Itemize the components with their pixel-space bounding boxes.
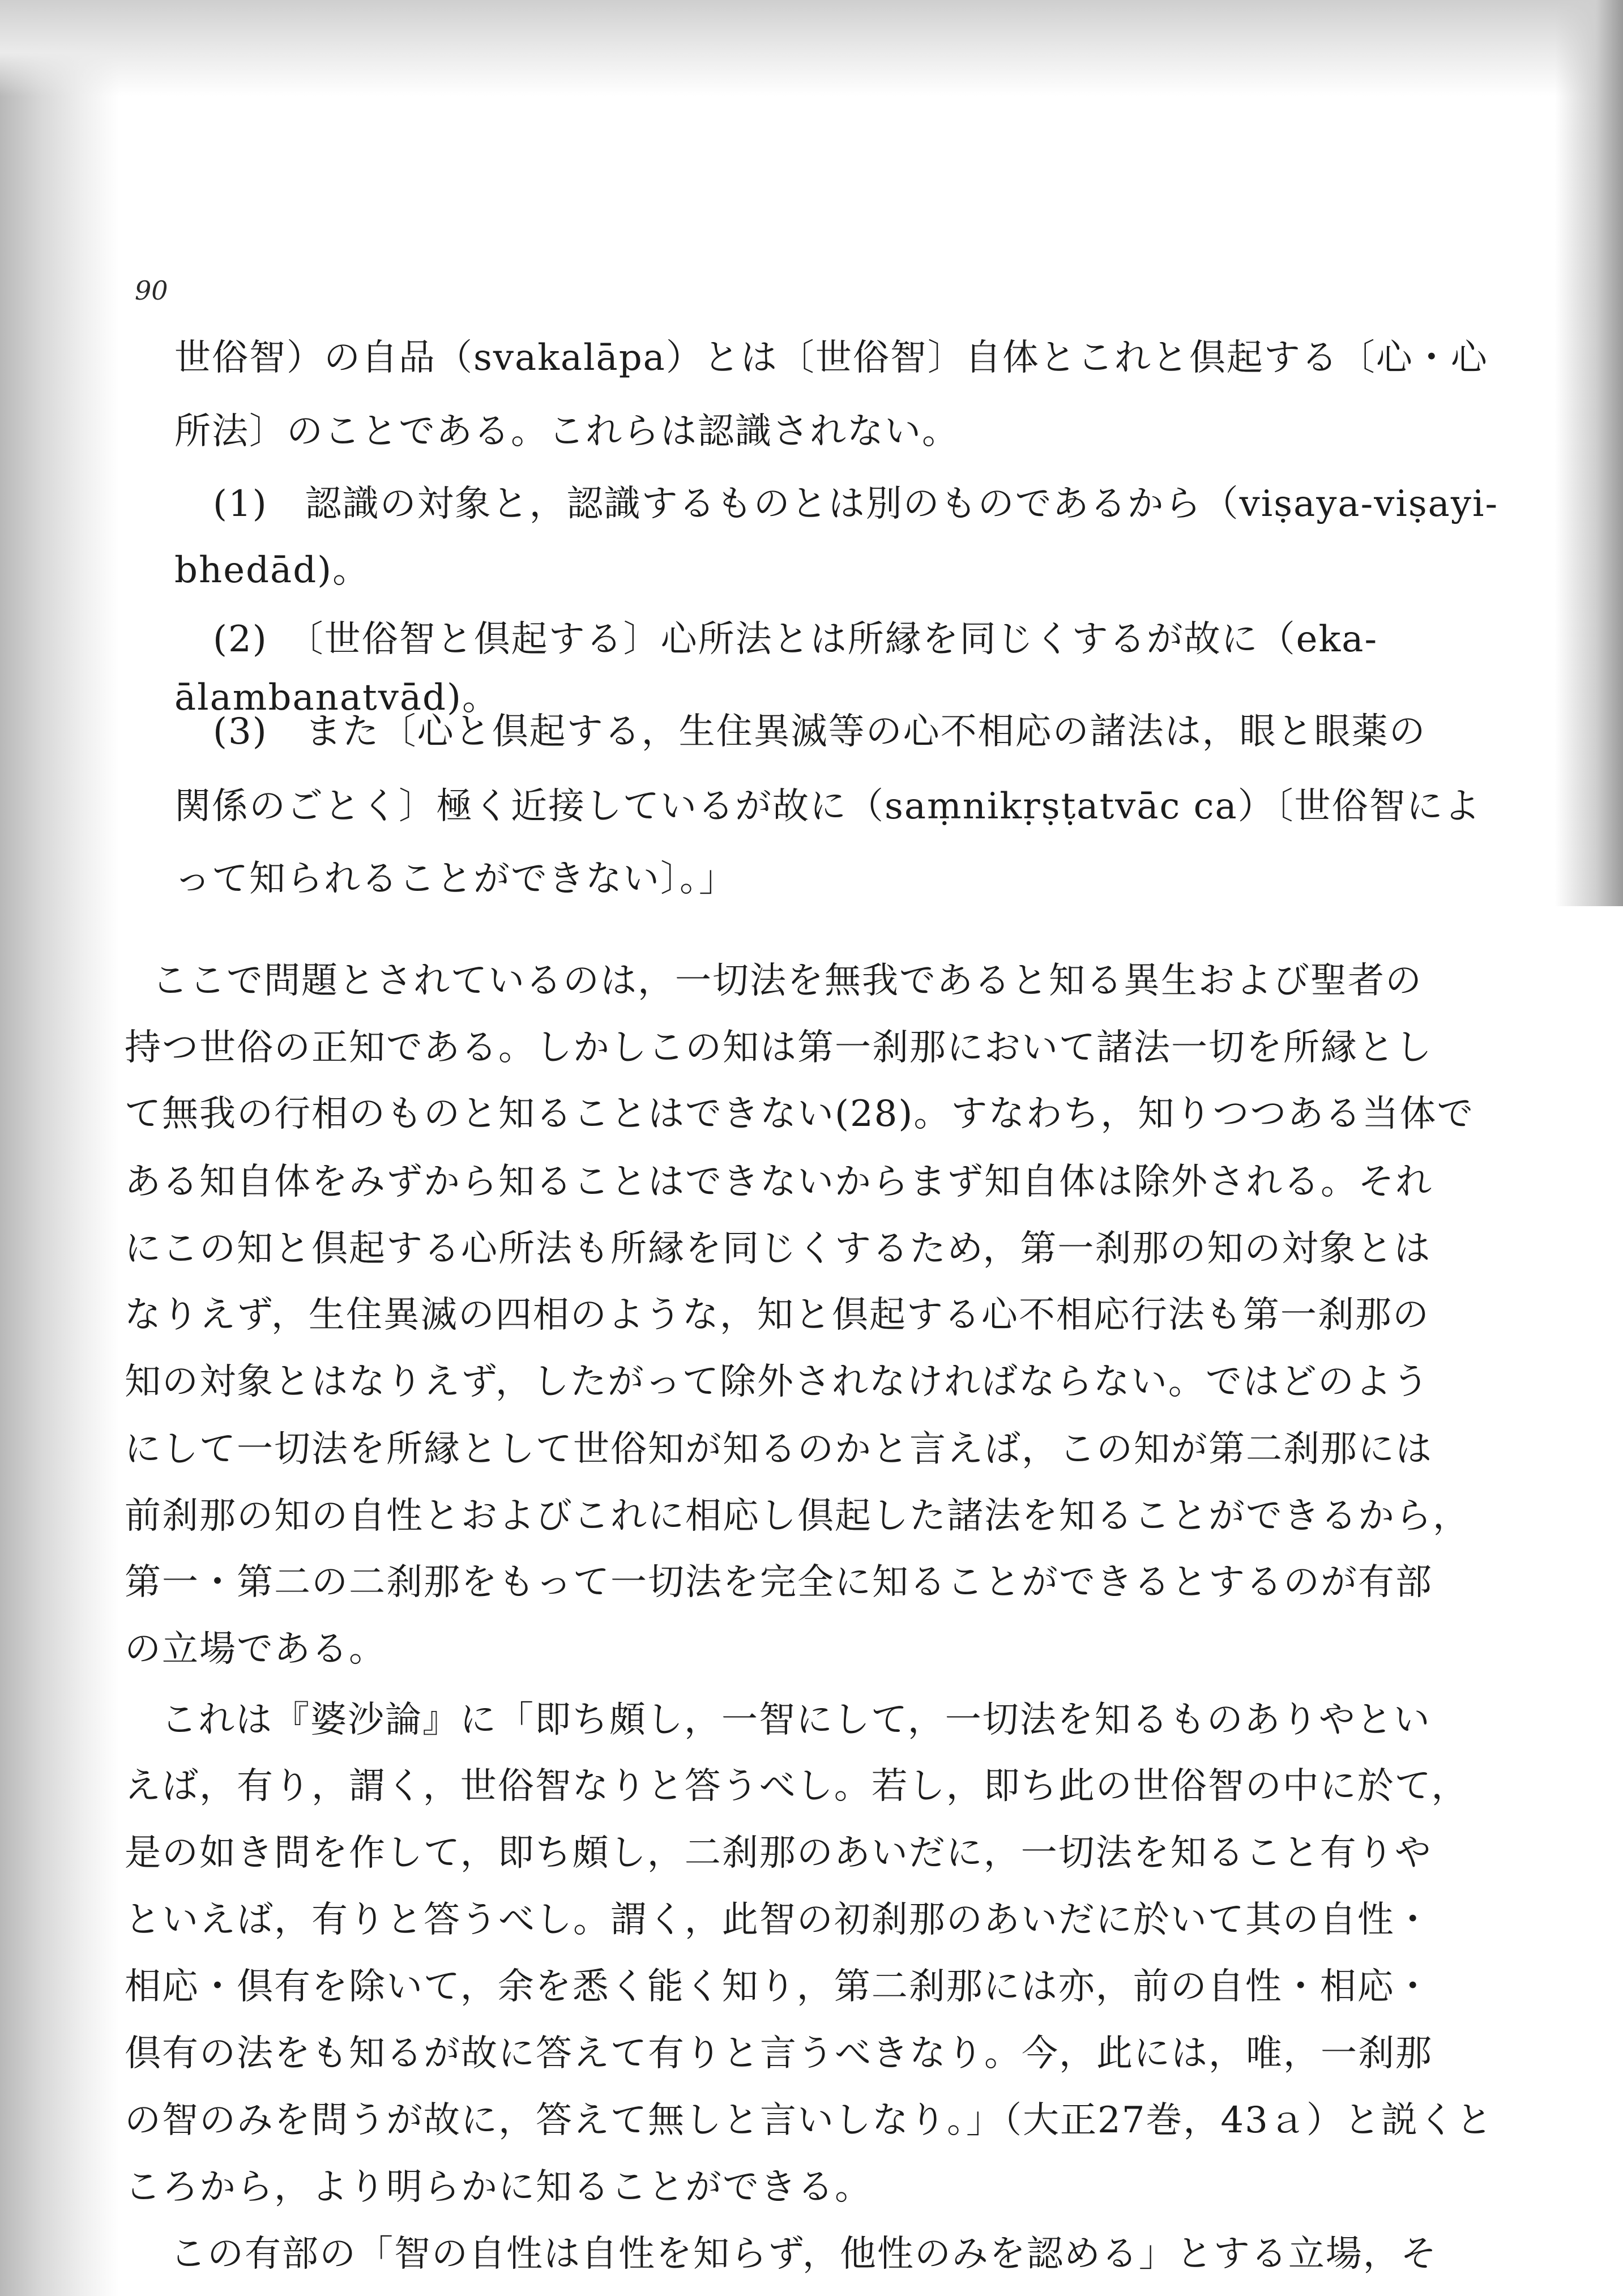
body-line: ここで問題とされているのは，一切法を無我であると知る異生および聖者の [152, 960, 1423, 1002]
quote-line: (2) 〔世俗智と倶起する〕心所法とは所縁を同じくするが故に（eka- [213, 618, 1378, 660]
quote-line: 所法〕のことである。これらは認識されない。 [174, 411, 959, 453]
body-line: て無我の行相のものと知ることはできない(28)。すなわち，知りつつある当体で [125, 1093, 1475, 1135]
quote-line: (3) また〔心と倶起する，生住異滅等の心不相応の諸法は，眼と眼薬の [213, 711, 1426, 753]
body-line: なりえず，生住異滅の四相のような，知と倶起する心不相応行法も第一刹那の [125, 1294, 1430, 1336]
body-line: 相応・倶有を除いて，余を悉く能く知り，第二刹那には亦，前の自性・相応・ [125, 1966, 1432, 2008]
body-line: の智のみを問うが故に，答えて無しと言いしなり。」（大正27巻，43ａ）と説くと [125, 2099, 1493, 2141]
body-line: 知の対象とはなりえず，したがって除外されなければならない。ではどのよう [125, 1361, 1430, 1403]
quote-line: bhedād)。 [174, 549, 370, 591]
page-number: 90 [135, 275, 168, 306]
body-line: 倶有の法をも知るが故に答えて有りと言うべきなり。今，此には，唯，一刹那 [125, 2033, 1433, 2075]
body-line: にして一切法を所縁として世俗知が知るのかと言えば，この知が第二刹那には [125, 1428, 1433, 1470]
quote-line: って知られることができない〕。」 [174, 858, 736, 900]
body-line: といえば，有りと答うべし。謂く，此智の初刹那のあいだに於いて其の自性・ [125, 1899, 1432, 1941]
quote-line: 関係のごとく〕極く近接しているが故に（saṃnikṛṣṭatvāc ca）〔世俗智によ [174, 786, 1481, 827]
quote-line: 世俗智）の自品（svakalāpa）とは〔世俗智〕自体とこれと倶起する〔心・心 [174, 337, 1488, 379]
body-line: 是の如き問を作して，即ち頗し，二刹那のあいだに，一切法を知ること有りや [125, 1832, 1432, 1874]
body-line: これは『婆沙論』に「即ち頗し，一智にして，一切法を知るものありやとい [161, 1699, 1431, 1741]
body-line: ころから，より明らかに知ることができる。 [125, 2166, 872, 2208]
quote-line: ālambanatvād)。 [174, 677, 499, 719]
body-line: 第一・第二の二刹那をもって一切法を完全に知ることができるとするのが有部 [125, 1561, 1433, 1603]
body-line: この有部の「智の自性は自性を知らず，他性のみを認める」とする立場，そ [170, 2233, 1438, 2275]
quote-line: (1) 認識の対象と，認識するものとは別のものであるから（viṣaya-viṣayi- [213, 483, 1499, 525]
body-line: 持つ世俗の正知である。しかしこの知は第一刹那において諸法一切を所縁とし [125, 1027, 1433, 1069]
body-line: にこの知と倶起する心所法も所縁を同じくするため，第一刹那の知の対象とは [125, 1228, 1432, 1270]
body-line: ある知自体をみずから知ることはできないからまず知自体は除外される。それ [125, 1161, 1433, 1203]
body-line: えば，有り，謂く，世俗智なりと答うべし。若し，即ち此の世俗智の中に於て， [125, 1765, 1469, 1807]
body-line: 前刹那の知の自性とおよびこれに相応し倶起した諸法を知ることができるから， [125, 1495, 1470, 1537]
body-line: の立場である。 [125, 1628, 386, 1670]
